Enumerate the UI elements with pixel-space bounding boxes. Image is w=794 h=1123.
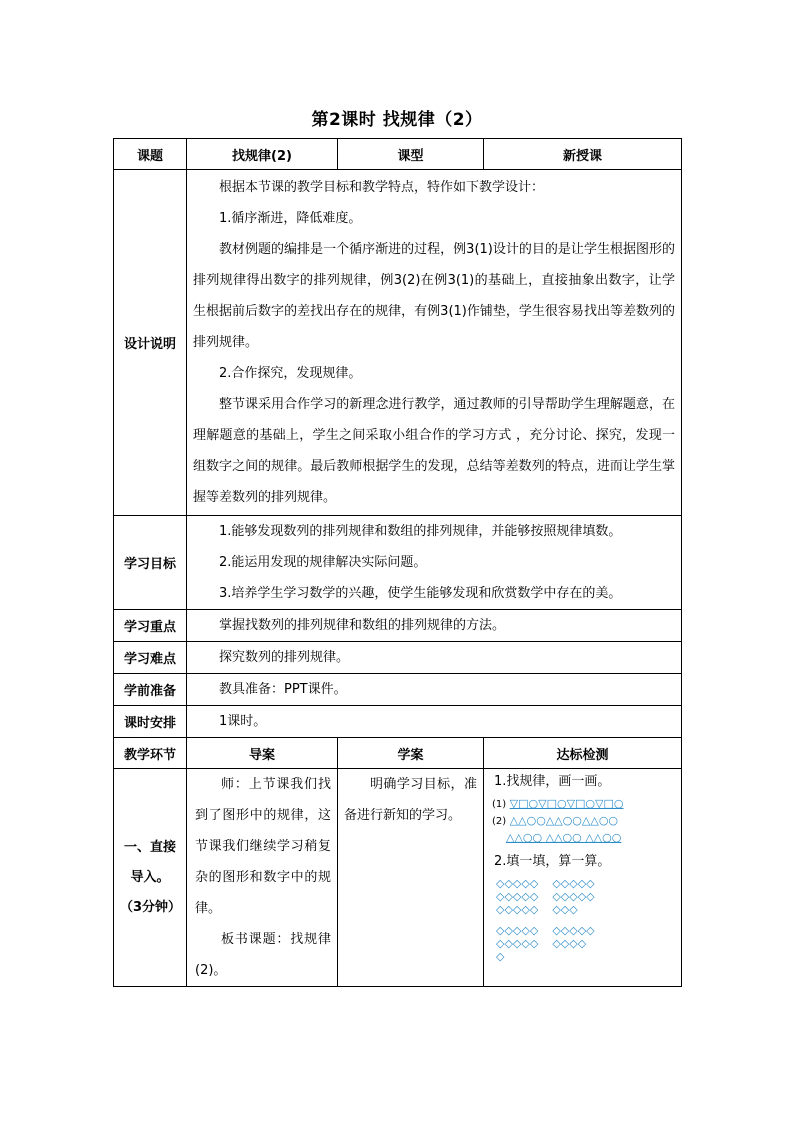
columns-header-row <box>114 738 682 769</box>
prep-row <box>114 674 682 706</box>
design-label: 设计说明 <box>114 170 187 516</box>
diamond-row: ◇◇◇◇◇ <box>496 924 539 937</box>
lesson-plan-table <box>113 138 682 987</box>
goal-item: 2.能运用发现的规律解决实际问题。 <box>219 555 427 570</box>
intro-stage-line: 导入。 <box>130 869 170 885</box>
learn-paragraph: 明确学习目标，准备进行新知的学习。 <box>344 777 477 823</box>
diamond-row: ◇◇◇◇◇ <box>496 937 539 950</box>
diamond-row: ◇◇◇◇◇ <box>552 924 595 937</box>
col-guide: 导案 <box>187 738 338 769</box>
difficulty-text: 探究数列的排列规律。 <box>219 650 350 665</box>
diamond-column <box>552 924 594 963</box>
goals-content <box>187 516 682 610</box>
design-row <box>114 170 682 516</box>
diamond-row: ◇◇◇◇◇ <box>496 890 539 903</box>
key-row <box>114 610 682 642</box>
diamond-row: ◇◇◇ <box>552 903 578 916</box>
shape-pattern-2 <box>492 814 677 829</box>
key-value <box>187 610 682 642</box>
shape-pattern-2-continued <box>506 831 677 845</box>
diamond-row: ◇◇◇◇◇ <box>552 877 595 890</box>
diamond-row: ◇ <box>496 950 505 963</box>
type-label: 课型 <box>338 139 484 170</box>
diamond-column <box>496 877 538 916</box>
design-paragraph: 1.循序渐进，降低难度。 <box>219 211 362 226</box>
shape-pattern-number: (2) <box>492 816 507 827</box>
key-label: 学习重点 <box>114 610 187 642</box>
guide-paragraph: 板书课题：找规律(2)。 <box>195 932 331 978</box>
intro-row <box>114 769 682 987</box>
shape-sequence: △△○○ △△○○ △△○○ <box>506 831 622 844</box>
hours-text: 1课时。 <box>219 714 267 729</box>
header-row <box>114 139 682 170</box>
col-learn: 学案 <box>338 738 484 769</box>
design-paragraph: 2.合作探究，发现规律。 <box>219 366 362 381</box>
diamond-group <box>496 877 677 916</box>
intro-learn <box>338 769 484 987</box>
goals-row <box>114 516 682 610</box>
diamond-row: ◇◇◇◇◇ <box>552 890 595 903</box>
diamond-row: ◇◇◇◇◇ <box>496 903 539 916</box>
shape-sequence: △△○○△△○○△△○○ <box>509 814 619 827</box>
diamond-row: ◇◇◇◇◇ <box>496 877 539 890</box>
difficulty-label: 学习难点 <box>114 642 187 674</box>
guide-paragraph: 师：上节课我们找到了图形中的规律，这节课我们继续学习稍复杂的图形和数字中的规律。 <box>195 777 331 916</box>
shape-pattern-number: (1) <box>492 799 507 810</box>
intro-stage <box>114 769 187 987</box>
design-paragraph: 教材例题的编排是一个循序渐进的过程，例3(1)设计的目的是让学生根据图形的排列规律得出数字的排列规律，例3(2)在例3(1)的基础上，直接抽象出数字，让学生根据前后数字的差找出存在的规律，有例3(1)作铺垫，学生很容易找出等差数列的排列规律。 <box>193 242 675 350</box>
col-stage: 教学环节 <box>114 738 187 769</box>
difficulty-value <box>187 642 682 674</box>
design-paragraph: 整节课采用合作学习的新理念进行教学，通过教师的引导帮助学生理解题意，在理解题意的基础上，学生之间采取小组合作的学习方式 ，充分讨论、探究，发现一组数字之间的规律。最后教师根据学生的发现，总结等差数列的特点，进而让学生掌握等差数列的排列规律。 <box>193 397 675 505</box>
topic-value: 找规律(2) <box>187 139 338 170</box>
design-content <box>187 170 682 516</box>
shape-sequence: ▽□○▽□○▽□○▽□○ <box>509 797 624 810</box>
difficulty-row <box>114 642 682 674</box>
diamond-column <box>496 924 538 963</box>
goals-label: 学习目标 <box>114 516 187 610</box>
prep-label: 学前准备 <box>114 674 187 706</box>
key-text: 掌握找数列的排列规律和数组的排列规律的方法。 <box>219 618 506 633</box>
prep-value <box>187 674 682 706</box>
prep-text: 教具准备：PPT课件。 <box>219 682 347 697</box>
diamond-column <box>552 877 594 916</box>
check-title-1: 1.找规律，画一画。 <box>494 774 611 789</box>
goal-item: 1.能够发现数列的排列规律和数组的排列规律，并能够按照规律填数。 <box>219 524 622 539</box>
hours-row <box>114 706 682 738</box>
intro-stage-line: （3分钟） <box>120 899 182 915</box>
intro-guide <box>187 769 338 987</box>
diamond-row: ◇◇◇◇ <box>552 937 587 950</box>
type-value: 新授课 <box>484 139 682 170</box>
page-title: 第2课时 找规律（2） <box>311 110 483 130</box>
intro-stage-line: 一、直接 <box>123 839 176 855</box>
design-paragraph: 根据本节课的教学目标和教学特点，特作如下教学设计： <box>219 180 545 195</box>
diamond-group <box>496 924 677 963</box>
col-check: 达标检测 <box>484 738 682 769</box>
hours-label: 课时安排 <box>114 706 187 738</box>
shape-pattern-1 <box>492 797 677 812</box>
intro-check <box>484 769 682 987</box>
topic-label: 课题 <box>114 139 187 170</box>
goal-item: 3.培养学生学习数学的兴趣，使学生能够发现和欣赏数学中存在的美。 <box>219 586 622 601</box>
hours-value <box>187 706 682 738</box>
check-title-2: 2.填一填，算一算。 <box>494 854 611 869</box>
